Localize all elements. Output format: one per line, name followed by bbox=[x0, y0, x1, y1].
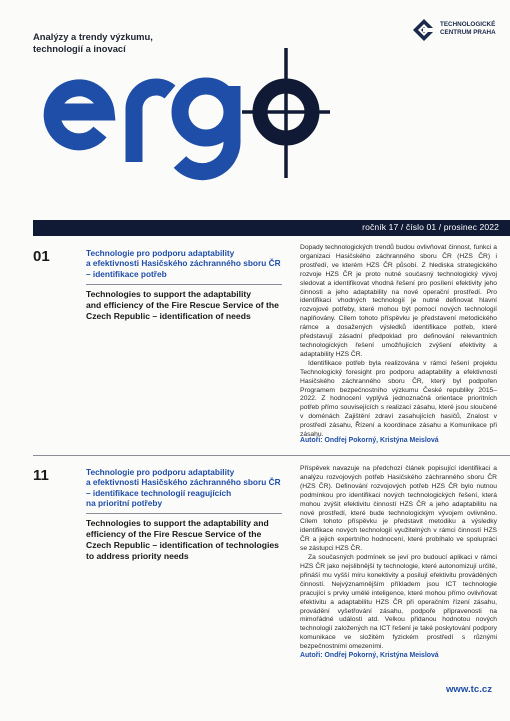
article-authors: Autoři: Ondřej Pokorný, Kristýna Meislová bbox=[300, 652, 439, 659]
abstract-paragraph: Dopady technologických trendů budou ovlivňovat činnost, funkci a organizaci Hasičského záchranného sboru ČR (HZS ČR) i prostředí, ve kterém HZS ČR působí. Z hlediska strategického rozvoje HZS ČR je proto nutné současný technologický vývoj sledovat a identifikovat vhodná řešení pro posílení efektivity jeho činnosti a jeho adaptability na nové operační prostředí. Pro identifikaci vhodných technologií je nutné definovat hlavní rozvojové potřeby, které mohou být pomocí nových technologií naplňovány. Cílem tohoto příspěvku je představení metodického rámce a dosažených výsledků identifikace potřeb, které představují zásadní předpoklad pro definování relevantních technologických řešení umožňujících zvýšení efektivity a adaptability HZS ČR. bbox=[300, 244, 497, 358]
title-line: efficiency of the Fire Rescue Service of the bbox=[86, 529, 262, 539]
article-abstract bbox=[300, 465, 497, 652]
title-line: Technologies to support the adaptability bbox=[86, 289, 252, 299]
abstract-paragraph: Za současných podmínek se jeví pro budoucí aplikaci v rámci HZS ČR jako nejslibnější ty technologie, které autonomizují určité, přináší mu vyšší míru konektivity a posilují efektivitu prováděných činností. Nejvýznamnějším příkladem jsou ICT technologie pracující s prvky umělé inteligence, které mohou přímo ovlivňovat efektivitu a adaptabilitu HZS ČR při operačním řízení zásahu, provádění vyšetřování zásahu, podpoře připravenosti na mimořádné události atd. Velkou přidanou hodnotou nových technologií založených na ICT řešení je také poskytování podpory komunikace ve složitém fyzickém prostředí s různými bezpečnostními omezeními. bbox=[300, 554, 497, 651]
title-divider bbox=[86, 513, 282, 514]
publisher-line-2: CENTRUM PRAHA bbox=[440, 28, 496, 36]
article-title-czech bbox=[86, 248, 282, 279]
issue-info: ročník 17 / číslo 01 / prosinec 2022 bbox=[362, 222, 499, 232]
abstract-paragraph: Identifikace potřeb byla realizována v rámci řešení projektu Technologický foresight pro podporu adaptability a efektivnosti Hasičského záchranného sboru ČR, který byl podpořen Programem bezpečnostního výzkumu České republiky 2015–2022. Z hodnocení vyplývá jednoznačná orientace prioritních potřeb přímo souvisejících s realizací zásahu, které jsou sloučené v doménách Zajištění zdraví zasahujících hasičů, Znalost v prostředí zásahu, Řízení a koordinace zásahu a Komunikace při zásahu. bbox=[300, 359, 497, 439]
abstract-paragraph: Příspěvek navazuje na předchozí článek popisující identifikaci a analýzu rozvojových potřeb Hasičského záchranného sboru ČR (HZS ČR). Definování rozvojových potřeb HZS ČR bylo nutnou podmínkou pro identifikaci nových technologických řešení, která mohou zvýšit efektivitu činností HZS ČR a jeho adaptabilitu na nové prostředí, které bude technologickým vývojem ovlivněno. Cílem tohoto příspěvku je představit metodiku a výsledky identifikace nových technologií využitelných v rámci činností HZS ČR a jejich expertního hodnocení, které probíhalo ve spolupráci se zástupci HZS ČR. bbox=[300, 465, 497, 553]
title-line: – identifikace technologií reagujících bbox=[86, 487, 232, 498]
title-line: Czech Republic – identification of technologies bbox=[86, 540, 279, 550]
publisher-logo bbox=[412, 18, 504, 42]
title-line: na prioritní potřeby bbox=[86, 497, 163, 508]
website-link[interactable]: www.tc.cz bbox=[445, 684, 492, 695]
publisher-line-1: TECHNOLOGICKÉ bbox=[440, 21, 496, 28]
tc-diamond-icon bbox=[412, 18, 436, 42]
title-line: Czech Republic – identification of needs bbox=[86, 311, 251, 321]
title-line: – identifikace potřeb bbox=[86, 268, 167, 279]
title-line: a efektivnosti Hasičského záchranného sboru ČR bbox=[86, 477, 281, 488]
title-line: to address priority needs bbox=[86, 551, 189, 561]
article-authors: Autoři: Ondřej Pokorný, Kristýna Meislová bbox=[300, 437, 439, 444]
title-divider bbox=[86, 284, 282, 285]
issue-bar bbox=[33, 220, 510, 236]
article-title-english bbox=[86, 289, 282, 322]
title-line: Technologie pro podporu adaptability bbox=[86, 467, 235, 477]
article-number: 01 bbox=[33, 248, 50, 265]
title-line: Technologies to support the adaptability and bbox=[86, 518, 269, 528]
subtitle-line-2: technologií a inovací bbox=[33, 43, 126, 54]
title-line: Technologie pro podporu adaptability bbox=[86, 248, 235, 258]
ergo-logo bbox=[30, 44, 330, 184]
subtitle-line-1: Analýzy a trendy výzkumu, bbox=[33, 31, 153, 42]
section-divider bbox=[33, 455, 510, 456]
title-line: a efektivnosti Hasičského záchranného sboru ČR bbox=[86, 258, 281, 269]
article-abstract bbox=[300, 244, 497, 440]
title-line: and efficiency of the Fire Rescue Service of the bbox=[86, 300, 279, 310]
publisher-name bbox=[440, 21, 496, 36]
article-title-english bbox=[86, 518, 282, 562]
article-number: 11 bbox=[33, 467, 49, 484]
article-title-czech bbox=[86, 467, 282, 508]
